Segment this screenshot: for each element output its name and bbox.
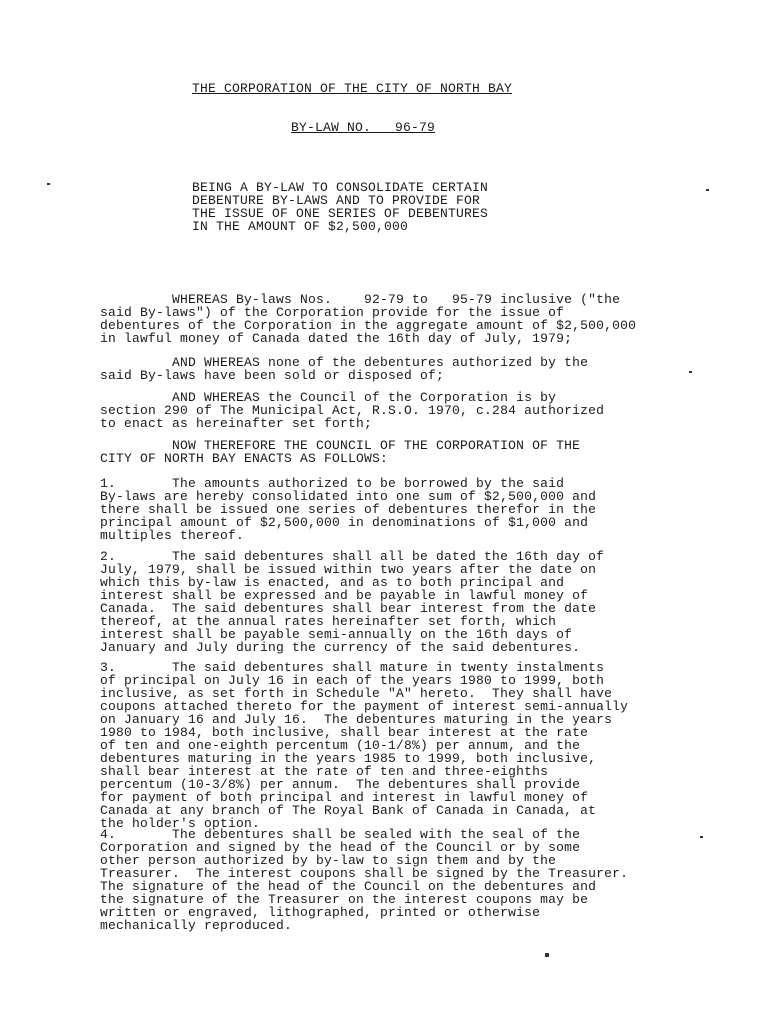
scan-speck [545, 953, 549, 957]
heading-line: BEING A BY-LAW TO CONSOLIDATE CERTAIN [192, 180, 489, 195]
section-3-line: debentures maturing in the years 1985 to 1999, both inclusive, [100, 751, 597, 766]
section-2-line: January and July during the currency of the said debentures. [100, 640, 581, 655]
section-2-line: thereof, at the annual rates hereinafter set forth, which [100, 614, 557, 629]
section-4-line: other person authorized by by-law to sign them and by the [100, 853, 557, 868]
whereas-line: section 290 of The Municipal Act, R.S.O. 1970, c.284 authorized [100, 403, 605, 418]
section-2-line: 2. The said debentures shall all be dated the 16th day of [100, 549, 605, 564]
section-2-line: interest shall be expressed and be payable in lawful money of [100, 588, 589, 603]
whereas-line: said By-laws") of the Corporation provide for the issue of [100, 305, 565, 320]
section-3-line: of principal on July 16 in each of the years 1980 to 1999, both [100, 673, 605, 688]
section-4-line: written or engraved, lithographed, printed or otherwise [100, 905, 541, 920]
scan-speck [700, 836, 703, 838]
whereas-line: AND WHEREAS none of the debentures authorized by the [100, 355, 589, 370]
section-4-line: mechanically reproduced. [100, 918, 293, 933]
section-4-line: Corporation and signed by the head of the Council or by some [100, 840, 581, 855]
section-3-line: coupons attached thereto for the payment of interest semi-annually [100, 699, 629, 714]
section-1-line: By-laws are hereby consolidated into one sum of $2,500,000 and [100, 489, 597, 504]
section-3-line: shall bear interest at the rate of ten and three-eighths [100, 764, 549, 779]
whereas-line: said By-laws have been sold or disposed of; [100, 368, 445, 383]
section-3-line: percentum (10-3/8%) per annum. The debentures shall provide [100, 777, 581, 792]
whereas-line: debentures of the Corporation in the aggregate amount of $2,500,000 [100, 318, 637, 333]
section-1-line: 1. The amounts authorized to be borrowed by the said [100, 476, 565, 491]
enacting-clause-line: NOW THEREFORE THE COUNCIL OF THE CORPORATION OF THE [100, 438, 581, 453]
section-3-line: on January 16 and July 16. The debentures maturing in the years [100, 712, 613, 727]
section-1-line: principal amount of $2,500,000 in denominations of $1,000 and [100, 515, 589, 530]
section-4-line: 4. The debentures shall be sealed with the seal of the [100, 827, 581, 842]
section-3-line: the holder's option. [100, 816, 261, 831]
section-2-line: which this by-law is enacted, and as to both principal and [100, 575, 565, 590]
document-title: THE CORPORATION OF THE CITY OF NORTH BAY [192, 81, 513, 96]
section-3-line: inclusive, as set forth in Schedule "A" hereto. They shall have [100, 686, 613, 701]
section-3-line: for payment of both principal and interest in lawful money of [100, 790, 589, 805]
section-3-line: of ten and one-eighth percentum (10-1/8%) per annum, and the [100, 738, 581, 753]
scan-speck [706, 189, 709, 191]
heading-line: THE ISSUE OF ONE SERIES OF DEBENTURES [192, 206, 489, 221]
section-2-line: July, 1979, shall be issued within two years after the date on [100, 562, 597, 577]
heading-line: DEBENTURE BY-LAWS AND TO PROVIDE FOR [192, 193, 481, 208]
section-3-line: Canada at any branch of The Royal Bank of Canada in Canada, at [100, 803, 597, 818]
section-4-line: Treasurer. The interest coupons shall be signed by the Treasurer. [100, 866, 629, 881]
heading-line: IN THE AMOUNT OF $2,500,000 [192, 219, 409, 234]
section-4-line: the signature of the Treasurer on the interest coupons may be [100, 892, 589, 907]
scan-speck [47, 183, 50, 185]
bylaw-number: BY-LAW NO. 96-79 [291, 120, 436, 135]
whereas-line: to enact as hereinafter set forth; [100, 416, 373, 431]
whereas-line: AND WHEREAS the Council of the Corporation is by [100, 390, 557, 405]
section-3-line: 3. The said debentures shall mature in twenty instalments [100, 660, 605, 675]
whereas-line: in lawful money of Canada dated the 16th day of July, 1979; [100, 331, 573, 346]
whereas-line: WHEREAS By-laws Nos. 92-79 to 95-79 inclusive ("the [100, 292, 621, 307]
section-2-line: interest shall be payable semi-annually on the 16th days of [100, 627, 573, 642]
enacting-clause-line: CITY OF NORTH BAY ENACTS AS FOLLOWS: [100, 451, 389, 466]
scan-speck [689, 371, 692, 373]
section-1-line: multiples thereof. [100, 528, 245, 543]
section-3-line: 1980 to 1984, both inclusive, shall bear interest at the rate [100, 725, 589, 740]
section-1-line: there shall be issued one series of debentures therefor in the [100, 502, 597, 517]
section-2-line: Canada. The said debentures shall bear interest from the date [100, 601, 597, 616]
section-4-line: The signature of the head of the Council on the debentures and [100, 879, 597, 894]
